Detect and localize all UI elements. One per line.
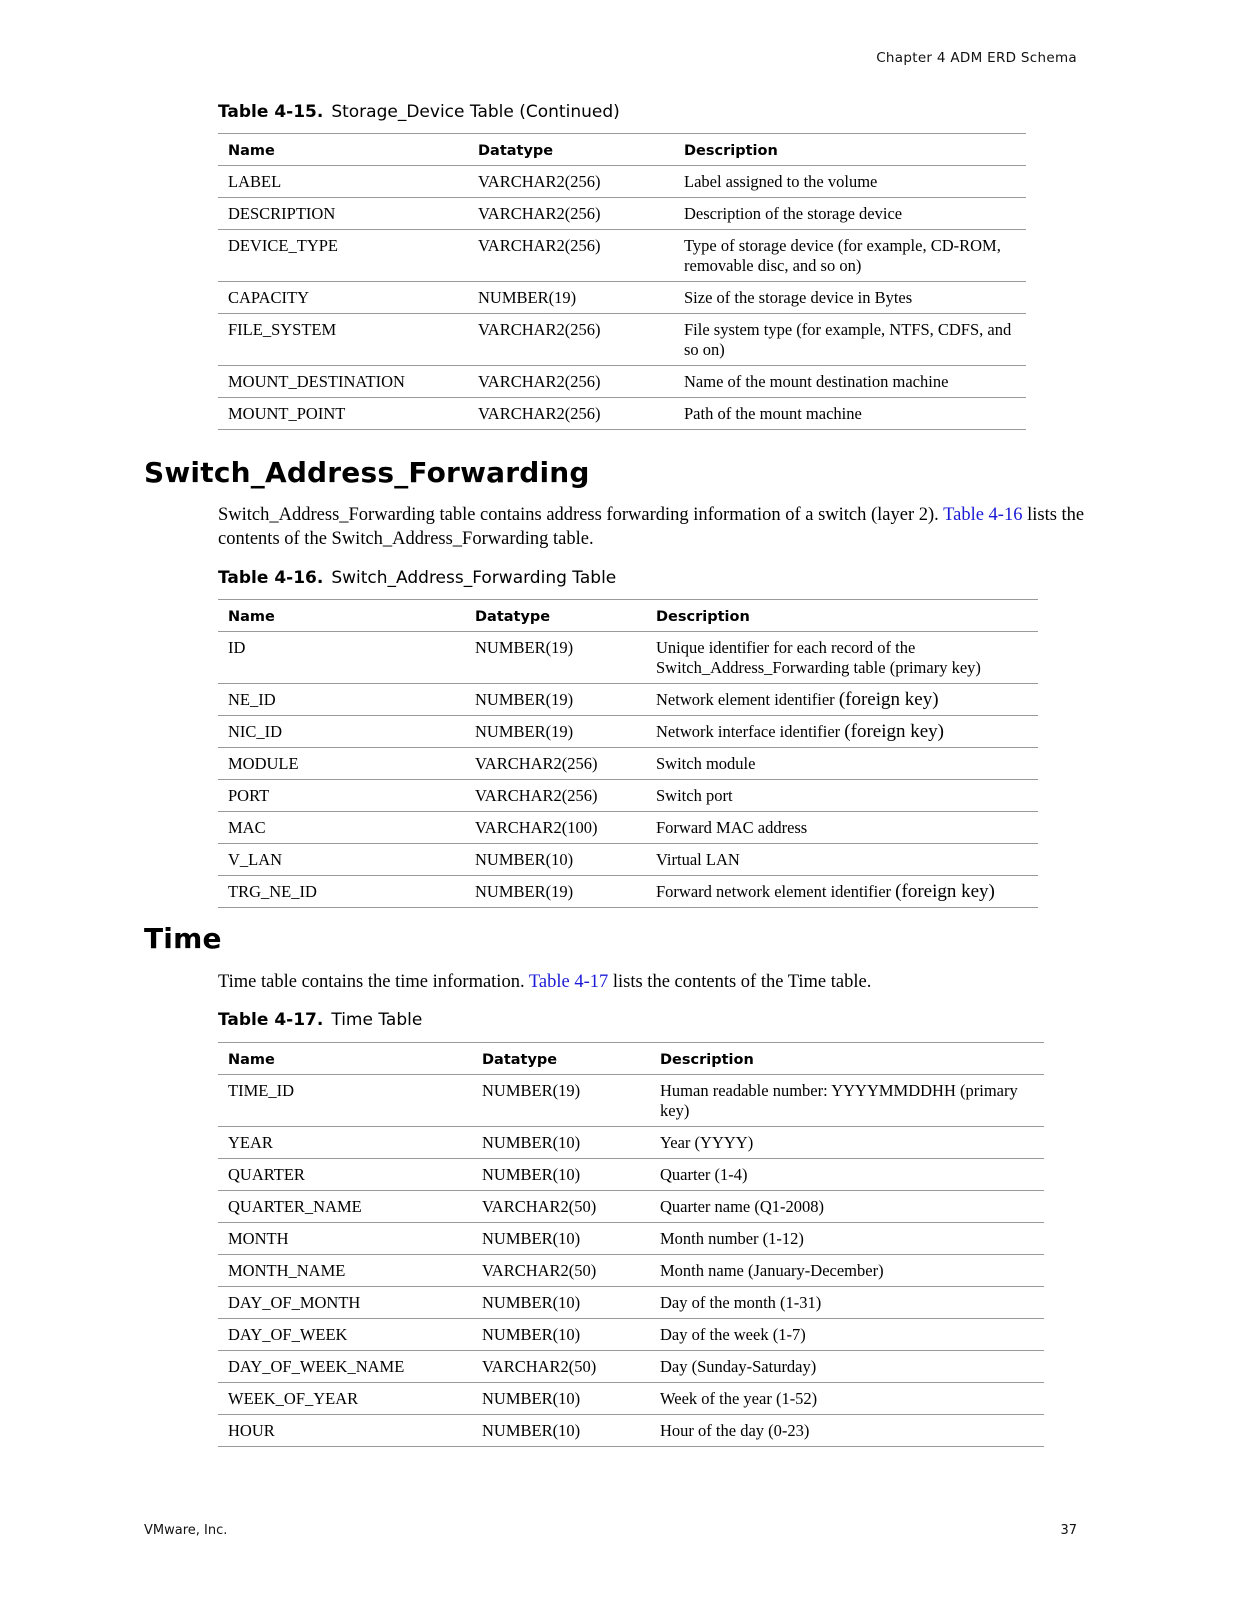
cell-description	[646, 748, 1038, 780]
cell-name: CAPACITY	[228, 288, 309, 307]
description-text: Switch port	[656, 786, 733, 805]
column-header-description: Description	[684, 142, 778, 159]
cell-description	[646, 812, 1038, 844]
table-row	[218, 1351, 1044, 1383]
cell-datatype: VARCHAR2(50)	[482, 1197, 597, 1216]
cell-name: DAY_OF_WEEK	[228, 1325, 348, 1344]
table-row	[218, 780, 1038, 812]
cell-description: Quarter (1-4)	[660, 1165, 748, 1184]
cell-datatype: NUMBER(19)	[475, 882, 574, 901]
switch-address-forwarding-table	[218, 599, 1038, 908]
table-4-16-caption	[218, 568, 616, 588]
cell-datatype: NUMBER(19)	[475, 638, 574, 657]
cell-name: MONTH	[228, 1229, 289, 1248]
cell-name: HOUR	[228, 1421, 275, 1440]
foreign-key-note: (foreign key)	[844, 721, 945, 742]
cell-name: MONTH_NAME	[228, 1261, 346, 1280]
cell-datatype: NUMBER(19)	[482, 1081, 581, 1100]
table-4-16-label: Table 4-16.	[218, 568, 324, 588]
description-text: Network interface identifier	[656, 722, 841, 741]
cell-description: Week of the year (1-52)	[660, 1389, 818, 1408]
column-header-datatype: Datatype	[475, 608, 551, 625]
cell-description: Day of the week (1-7)	[660, 1325, 806, 1344]
table-row	[218, 314, 1026, 366]
section-heading-time: Time	[144, 922, 222, 955]
cell-description: Hour of the day (0-23)	[660, 1421, 810, 1440]
table-4-17-title: Time Table	[331, 1010, 423, 1030]
table-row	[218, 398, 1026, 430]
table-row	[218, 1287, 1044, 1319]
cell-datatype: VARCHAR2(256)	[478, 404, 601, 423]
table-row	[218, 844, 1038, 876]
cell-description	[646, 684, 1038, 716]
column-header-datatype: Datatype	[478, 142, 554, 159]
time-intro-paragraph	[218, 970, 1098, 994]
description-text: Switch module	[656, 754, 756, 773]
time-intro-text: Time table contains the time information.	[218, 972, 525, 992]
cell-name: DAY_OF_WEEK_NAME	[228, 1357, 405, 1376]
cell-datatype: NUMBER(19)	[478, 288, 577, 307]
cell-description	[646, 844, 1038, 876]
column-header-name: Name	[228, 608, 275, 625]
cell-description: Description of the storage device	[684, 204, 903, 223]
cell-description	[646, 716, 1038, 748]
description-text: Forward MAC address	[656, 818, 808, 837]
section-heading-switch-address-forwarding: Switch_Address_Forwarding	[144, 456, 590, 489]
table-row	[218, 748, 1038, 780]
column-header-name: Name	[228, 142, 275, 159]
table-row	[218, 684, 1038, 716]
description-text: Unique identifier for each record of the Switch_Address_Forwarding table (primary key)	[656, 638, 981, 677]
cell-name: ID	[228, 638, 246, 657]
cell-datatype: VARCHAR2(256)	[478, 372, 601, 391]
table-row	[218, 716, 1038, 748]
cell-datatype: VARCHAR2(256)	[478, 172, 601, 191]
table-row	[218, 198, 1026, 230]
column-header-description: Description	[660, 1051, 754, 1068]
table-4-17-link[interactable]: Table 4-17	[528, 972, 609, 992]
cell-datatype: NUMBER(10)	[475, 850, 574, 869]
cell-description: Size of the storage device in Bytes	[684, 288, 913, 307]
cell-description	[646, 876, 1038, 908]
footer-page-number: 37	[1060, 1523, 1077, 1538]
cell-datatype: VARCHAR2(256)	[475, 786, 598, 805]
table-row	[218, 1191, 1044, 1223]
cell-description: Day (Sunday-Saturday)	[660, 1357, 817, 1376]
cell-name: MAC	[228, 818, 266, 837]
cell-name: TIME_ID	[228, 1081, 294, 1100]
cell-datatype: NUMBER(19)	[475, 690, 574, 709]
switch-intro-paragraph	[218, 503, 1098, 551]
switch-intro-text-end: lists the contents of the Switch_Address_Forwarding table.	[218, 505, 1085, 549]
foreign-key-note: (foreign key)	[838, 689, 939, 710]
cell-description: Day of the month (1-31)	[660, 1293, 822, 1312]
cell-name: MOUNT_POINT	[228, 404, 346, 423]
table-row	[218, 1255, 1044, 1287]
table-row	[218, 1127, 1044, 1159]
cell-name: MODULE	[228, 754, 299, 773]
cell-datatype: NUMBER(10)	[482, 1325, 581, 1344]
table-row	[218, 1075, 1044, 1127]
table-row	[218, 1383, 1044, 1415]
description-text: Virtual LAN	[656, 850, 740, 869]
table-row	[218, 876, 1038, 908]
table-4-17-label: Table 4-17.	[218, 1010, 324, 1030]
table-row	[218, 812, 1038, 844]
table-4-15-caption	[218, 102, 620, 122]
table-row	[218, 166, 1026, 198]
table-row	[218, 1159, 1044, 1191]
table-4-16-link[interactable]: Table 4-16	[943, 505, 1023, 525]
cell-datatype: NUMBER(10)	[482, 1229, 581, 1248]
cell-name: QUARTER_NAME	[228, 1197, 362, 1216]
cell-name: WEEK_OF_YEAR	[228, 1389, 359, 1408]
cell-description: Month name (January-December)	[660, 1261, 884, 1280]
table-header-row	[218, 134, 1026, 166]
foreign-key-note: (foreign key)	[895, 881, 995, 902]
cell-description	[646, 780, 1038, 812]
cell-name: TRG_NE_ID	[228, 882, 317, 901]
cell-name: NIC_ID	[228, 722, 283, 741]
column-header-description: Description	[656, 608, 750, 625]
column-header-datatype: Datatype	[482, 1051, 558, 1068]
time-table	[218, 1042, 1044, 1447]
table-row	[218, 282, 1026, 314]
cell-name: LABEL	[228, 172, 282, 191]
cell-name: QUARTER	[228, 1165, 305, 1184]
cell-name: NE_ID	[228, 690, 276, 709]
cell-datatype: VARCHAR2(50)	[482, 1261, 597, 1280]
cell-datatype: VARCHAR2(50)	[482, 1357, 597, 1376]
cell-datatype: VARCHAR2(256)	[478, 320, 601, 339]
cell-description: Type of storage device (for example, CD-ROM, removable disc, and so on)	[684, 236, 1001, 275]
cell-description: Year (YYYY)	[660, 1133, 754, 1152]
table-4-16-title: Switch_Address_Forwarding Table	[331, 568, 617, 588]
cell-name: DESCRIPTION	[228, 204, 336, 223]
cell-datatype: NUMBER(10)	[482, 1165, 581, 1184]
cell-datatype: NUMBER(19)	[475, 722, 574, 741]
footer-company: VMware, Inc.	[144, 1523, 228, 1538]
cell-description	[646, 632, 1038, 684]
cell-description: Human readable number: YYYYMMDDHH (primary key)	[660, 1081, 1018, 1120]
table-4-17-caption	[218, 1010, 422, 1030]
cell-name: DAY_OF_MONTH	[228, 1293, 361, 1312]
cell-description: Name of the mount destination machine	[684, 372, 949, 391]
column-header-name: Name	[228, 1051, 275, 1068]
cell-description: Month number (1-12)	[660, 1229, 804, 1248]
cell-datatype: NUMBER(10)	[482, 1293, 581, 1312]
table-row	[218, 632, 1038, 684]
table-header-row	[218, 600, 1038, 632]
table-4-15-title: Storage_Device Table (Continued)	[331, 102, 620, 122]
cell-datatype: NUMBER(10)	[482, 1133, 581, 1152]
cell-name: PORT	[228, 786, 270, 805]
table-row	[218, 230, 1026, 282]
table-row	[218, 366, 1026, 398]
cell-datatype: NUMBER(10)	[482, 1389, 581, 1408]
cell-name: YEAR	[228, 1133, 273, 1152]
table-header-row	[218, 1043, 1044, 1075]
table-4-15-label: Table 4-15.	[218, 102, 324, 122]
table-row	[218, 1223, 1044, 1255]
switch-intro-text: Switch_Address_Forwarding table contains address forwarding information of a switch (layer 2).	[218, 505, 939, 525]
cell-description: Path of the mount machine	[684, 404, 862, 423]
table-row	[218, 1319, 1044, 1351]
cell-name: FILE_SYSTEM	[228, 320, 337, 339]
cell-datatype: NUMBER(10)	[482, 1421, 581, 1440]
storage-device-table	[218, 133, 1026, 430]
cell-description: File system type (for example, NTFS, CDFS, and so on)	[684, 320, 1012, 359]
cell-datatype: VARCHAR2(256)	[475, 754, 598, 773]
cell-datatype: VARCHAR2(256)	[478, 236, 601, 255]
cell-datatype: VARCHAR2(100)	[475, 818, 598, 837]
table-row	[218, 1415, 1044, 1447]
time-intro-text-end: lists the contents of the Time table.	[612, 972, 872, 992]
running-head: Chapter 4 ADM ERD Schema	[876, 50, 1077, 66]
cell-description: Quarter name (Q1-2008)	[660, 1197, 825, 1216]
description-text: Network element identifier	[656, 690, 835, 709]
description-text: Forward network element identifier	[656, 882, 892, 901]
cell-datatype: VARCHAR2(256)	[478, 204, 601, 223]
cell-name: V_LAN	[228, 850, 283, 869]
cell-description: Label assigned to the volume	[684, 172, 878, 191]
cell-name: DEVICE_TYPE	[228, 236, 338, 255]
cell-name: MOUNT_DESTINATION	[228, 372, 405, 391]
